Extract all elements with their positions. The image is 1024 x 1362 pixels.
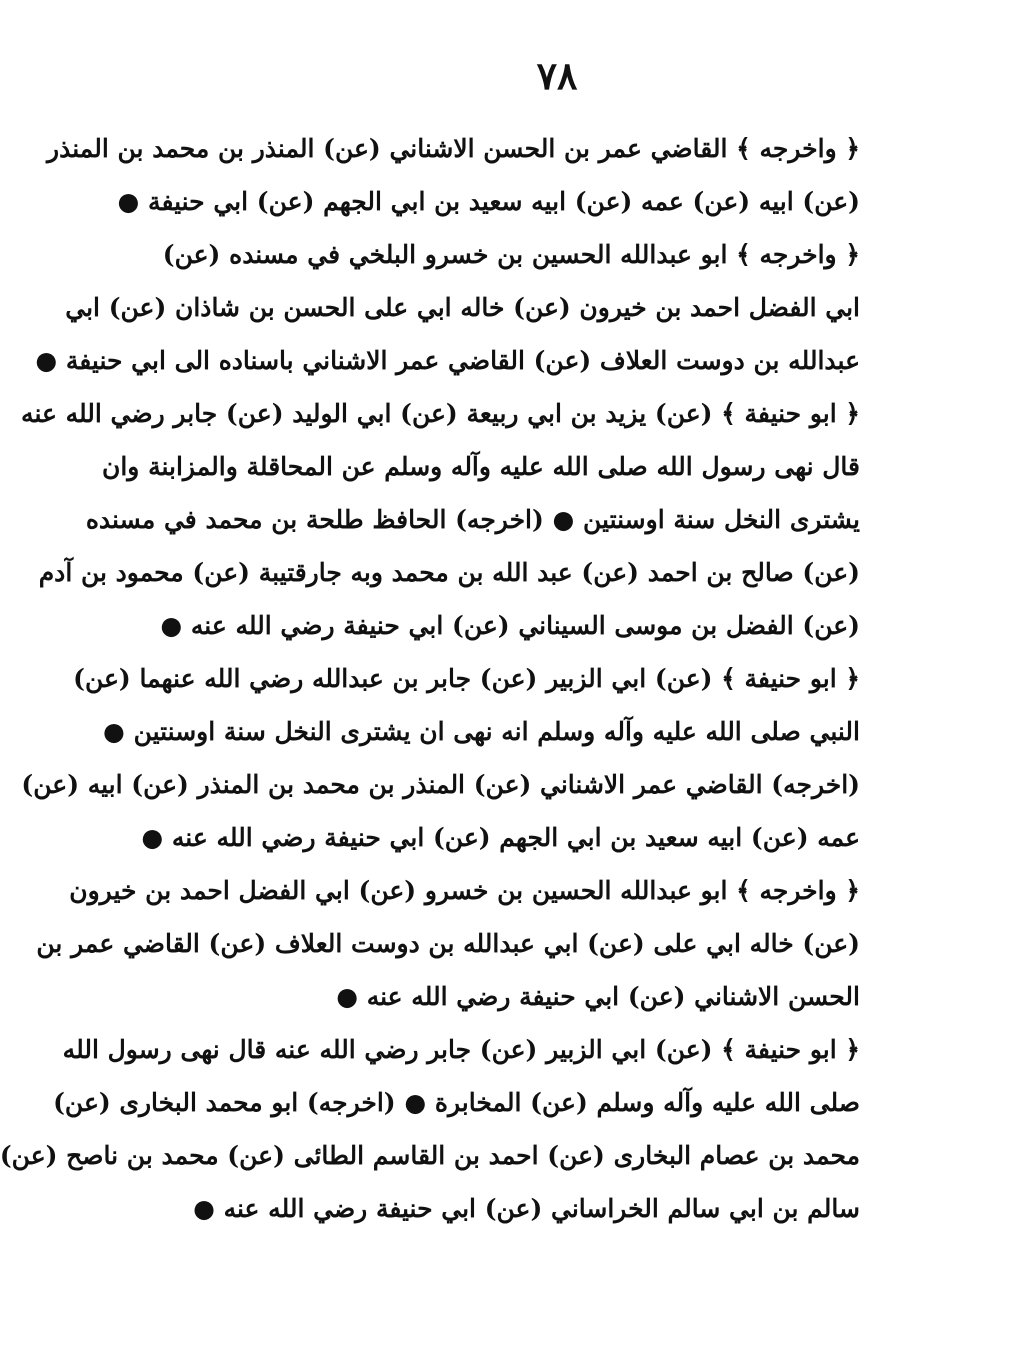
page-number: ٧٨ bbox=[536, 53, 578, 98]
text-line: محمد بن عصام البخارى (عن) احمد بن القاسم الطائى (عن) محمد بن ناصح (عن) bbox=[0, 1141, 860, 1170]
text-line: ابي الفضل احمد بن خيرون (عن) خاله ابي على الحسن بن شاذان (عن) ابي bbox=[65, 293, 860, 322]
body-text bbox=[0, 122, 860, 1235]
text-line: عمه (عن) ابيه سعيد بن ابي الجهم (عن) ابي حنيفة رضي الله عنه ● bbox=[141, 823, 860, 852]
text-line: (عن) صالح بن احمد (عن) عبد الله بن محمد وبه جارقتيبة (عن) محمود بن آدم bbox=[38, 558, 860, 587]
text-line: عبدالله بن دوست العلاف (عن) القاضي عمر الاشناني باسناده الى ابي حنيفة ● bbox=[35, 346, 860, 375]
text-line: الحسن الاشناني (عن) ابي حنيفة رضي الله عنه ● bbox=[336, 982, 860, 1011]
text-line: ﴿ ابو حنيفة ﴾ (عن) يزيد بن ابي ربيعة (عن) ابي الوليد (عن) جابر رضي الله عنه bbox=[21, 399, 860, 428]
text-line: (عن) الفضل بن موسى السيناني (عن) ابي حنيفة رضي الله عنه ● bbox=[160, 611, 860, 640]
text-line: قال نهى رسول الله صلى الله عليه وآله وسلم عن المحاقلة والمزابنة وان bbox=[102, 452, 860, 481]
text-line: ﴿ ابو حنيفة ﴾ (عن) ابي الزبير (عن) جابر بن عبدالله رضي الله عنهما (عن) bbox=[73, 664, 860, 693]
text-line: (عن) ابيه (عن) عمه (عن) ابيه سعيد بن ابي الجهم (عن) ابي حنيفة ● bbox=[117, 187, 860, 216]
text-line: ﴿ ابو حنيفة ﴾ (عن) ابي الزبير (عن) جابر رضي الله عنه قال نهى رسول الله bbox=[62, 1035, 860, 1064]
text-line: (عن) خاله ابي على (عن) ابي عبدالله بن دوست العلاف (عن) القاضي عمر بن bbox=[36, 929, 860, 958]
text-line: سالم بن ابي سالم الخراساني (عن) ابي حنيفة رضي الله عنه ● bbox=[193, 1194, 860, 1223]
text-line: ﴿ واخرجه ﴾ ابو عبدالله الحسين بن خسرو (عن) ابي الفضل احمد بن خيرون bbox=[69, 876, 860, 905]
text-line: ﴿ واخرجه ﴾ ابو عبدالله الحسين بن خسرو البلخي في مسنده (عن) bbox=[162, 240, 860, 269]
text-line: صلى الله عليه وآله وسلم (عن) المخابرة ● (اخرجه) ابو محمد البخارى (عن) bbox=[53, 1088, 860, 1117]
text-line: ﴿ واخرجه ﴾ القاضي عمر بن الحسن الاشناني (عن) المنذر بن محمد بن المنذر bbox=[47, 134, 860, 163]
text-line: يشترى النخل سنة اوسنتين ● (اخرجه) الحافظ طلحة بن محمد في مسنده bbox=[85, 505, 860, 534]
text-line: النبي صلى الله عليه وآله وسلم انه نهى ان يشترى النخل سنة اوسنتين ● bbox=[103, 717, 860, 746]
text-line: (اخرجه) القاضي عمر الاشناني (عن) المنذر بن محمد بن المنذر (عن) ابيه (عن) bbox=[21, 770, 860, 799]
